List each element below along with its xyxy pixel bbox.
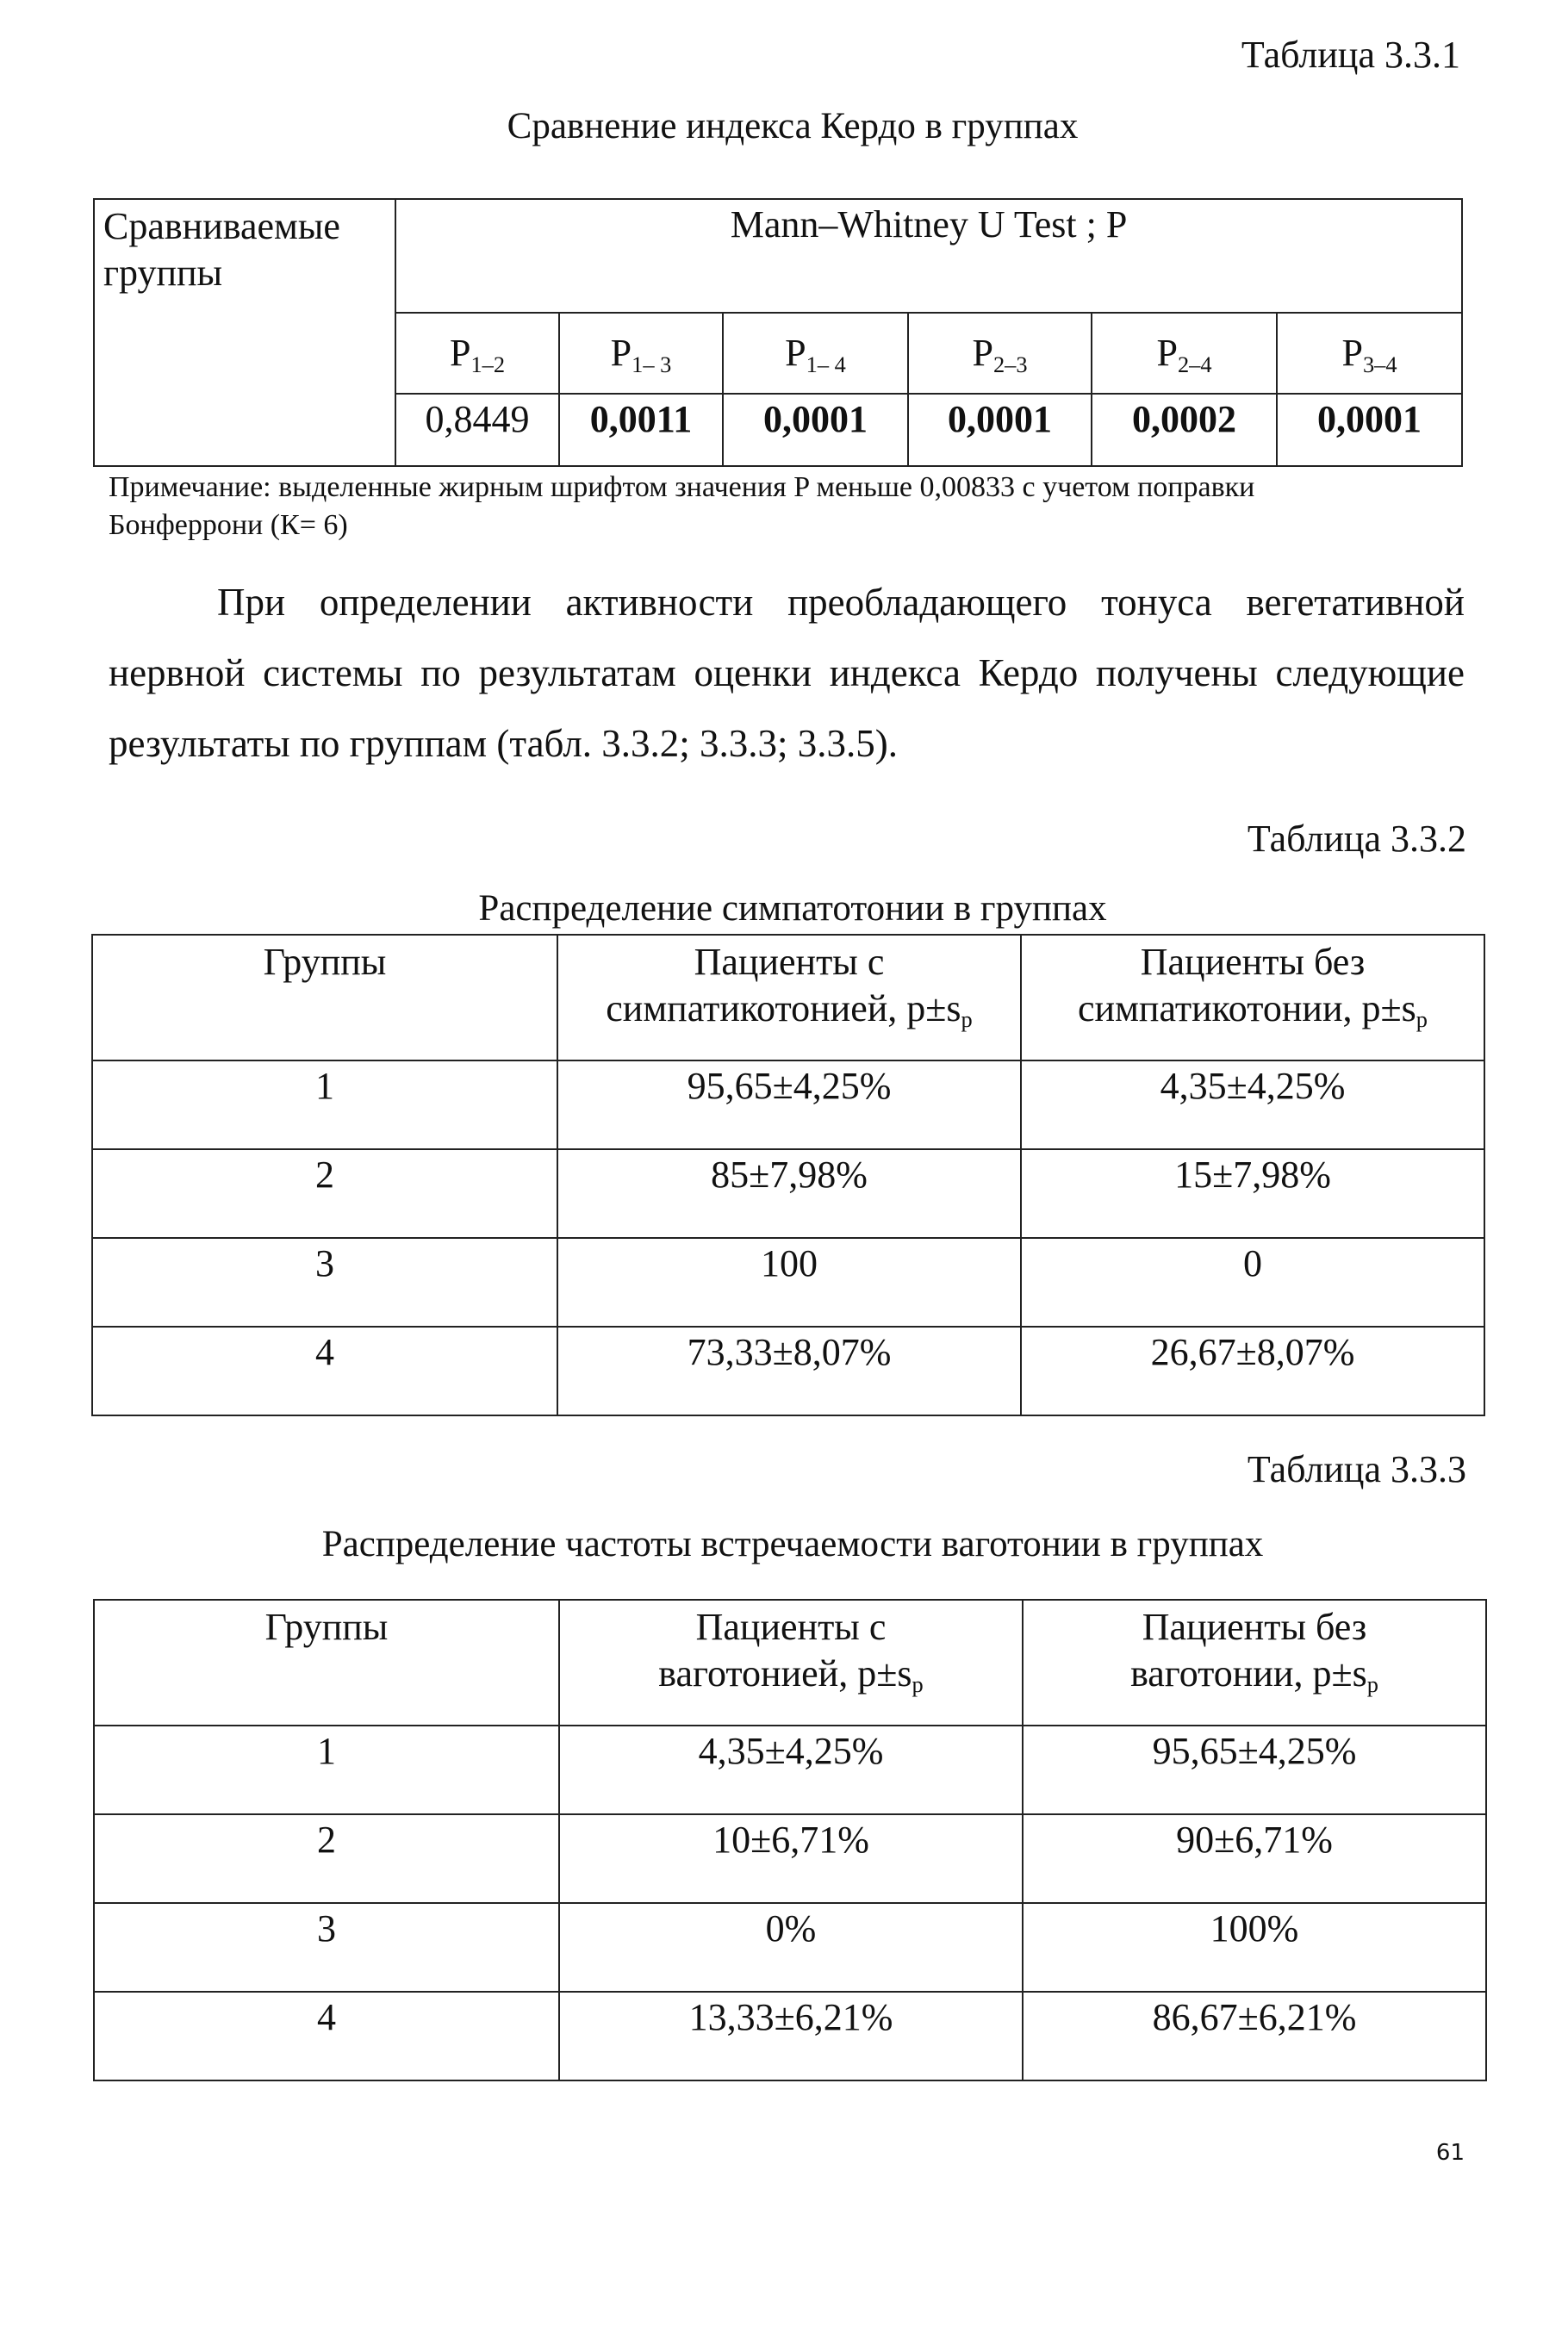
p-value-cell: 0,0001 (1277, 394, 1462, 466)
table-note: Примечание: выделенные жирным шрифтом значения P меньше 0,00833 с учетом поправки Бонферрони (К= 6) (109, 471, 1255, 541)
group-cell: 3 (94, 1903, 559, 1992)
with-cell: 4,35±4,25% (559, 1726, 1023, 1814)
sympathotonia-table (91, 934, 1485, 1416)
table-title: Сравнение индекса Кердо в группах (507, 106, 1079, 146)
with-cell: 85±7,98% (557, 1149, 1021, 1238)
with-cell: 73,33±8,07% (557, 1327, 1021, 1415)
table-number: Таблица 3.3.2 (1247, 818, 1466, 860)
table-title: Распределение частоты встречаемости ваготонии в группах (321, 1524, 1264, 1564)
table-title: Распределение симпатотонии в группах (478, 888, 1107, 929)
table-row (92, 1060, 1484, 1149)
group-cell: 1 (94, 1726, 559, 1814)
p-value-cell: 0,8449 (395, 394, 559, 466)
group-cell: 2 (92, 1149, 557, 1238)
p-label-cell: $P_{2-4}$ (1092, 313, 1277, 394)
table-row (92, 1327, 1484, 1415)
group-cell: 2 (94, 1814, 559, 1903)
without-cell: 15±7,98% (1021, 1149, 1484, 1238)
with-sympathicotonia-header: Пациенты с симпатикотонией, $p\pm s_p$ (557, 935, 1021, 1060)
table-row (94, 1903, 1486, 1992)
groups-header: Группы (94, 1600, 559, 1726)
with-cell: 95,65±4,25% (557, 1060, 1021, 1149)
table-row (94, 1726, 1486, 1814)
with-cell: 0% (559, 1903, 1023, 1992)
body-paragraph: При определении активности преобладающего тонуса вегетативной нервной системы по результатам оценки индекса Кердо получены следующие результаты по группам (табл. 3.3.2; 3.3.3; 3.3.5). (109, 581, 1465, 765)
p-value-cell: 0,0001 (908, 394, 1092, 466)
p-value-cell: 0,0002 (1092, 394, 1277, 466)
with-cell: 100 (557, 1238, 1021, 1327)
with-vagotonia-header: Пациенты с ваготонией, $p\pm s_p$ (559, 1600, 1023, 1726)
table-row (92, 1238, 1484, 1327)
p-value-cell: 0,0001 (723, 394, 908, 466)
table-number: Таблица 3.3.1 (1241, 34, 1460, 76)
p-label-cell: $P_{1- 4}$ (723, 313, 908, 394)
without-cell: 90±6,71% (1023, 1814, 1486, 1903)
p-label-cell: $P_{3-4}$ (1277, 313, 1462, 394)
with-cell: 10±6,71% (559, 1814, 1023, 1903)
page-number: 61 (1435, 2140, 1465, 2166)
vagotonia-table (93, 1599, 1487, 2081)
group-cell: 4 (92, 1327, 557, 1415)
p-label-cell: $P_{1-2}$ (395, 313, 559, 394)
without-cell: 100% (1023, 1903, 1486, 1992)
p-value-cell: 0,0011 (559, 394, 723, 466)
groups-header: Группы (92, 935, 557, 1060)
group-cell: 4 (94, 1992, 559, 2080)
without-cell: 86,67±6,21% (1023, 1992, 1486, 2080)
group-cell: 3 (92, 1238, 557, 1327)
without-sympathicotonia-header: Пациенты без симпатикотонии, $p\pm s_p$ (1021, 935, 1484, 1060)
mann-whitney-header: Mann–Whitney U Test ; P (395, 199, 1462, 313)
without-vagotonia-header: Пациенты без ваготонии, $p\pm s_p$ (1023, 1600, 1486, 1726)
without-cell: 0 (1021, 1238, 1484, 1327)
table-row (94, 1814, 1486, 1903)
without-cell: 26,67±8,07% (1021, 1327, 1484, 1415)
p-label-cell: $P_{1- 3}$ (559, 313, 723, 394)
table-number: Таблица 3.3.3 (1247, 1448, 1466, 1490)
without-cell: 4,35±4,25% (1021, 1060, 1484, 1149)
group-cell: 1 (92, 1060, 557, 1149)
without-cell: 95,65±4,25% (1023, 1726, 1486, 1814)
with-cell: 13,33±6,21% (559, 1992, 1023, 2080)
table-row (92, 1149, 1484, 1238)
p-label-cell: $P_{2-3}$ (908, 313, 1092, 394)
kerdo-comparison-table (93, 198, 1463, 467)
table-row (94, 1992, 1486, 2080)
compared-groups-header: Сравниваемые группы (94, 199, 395, 466)
